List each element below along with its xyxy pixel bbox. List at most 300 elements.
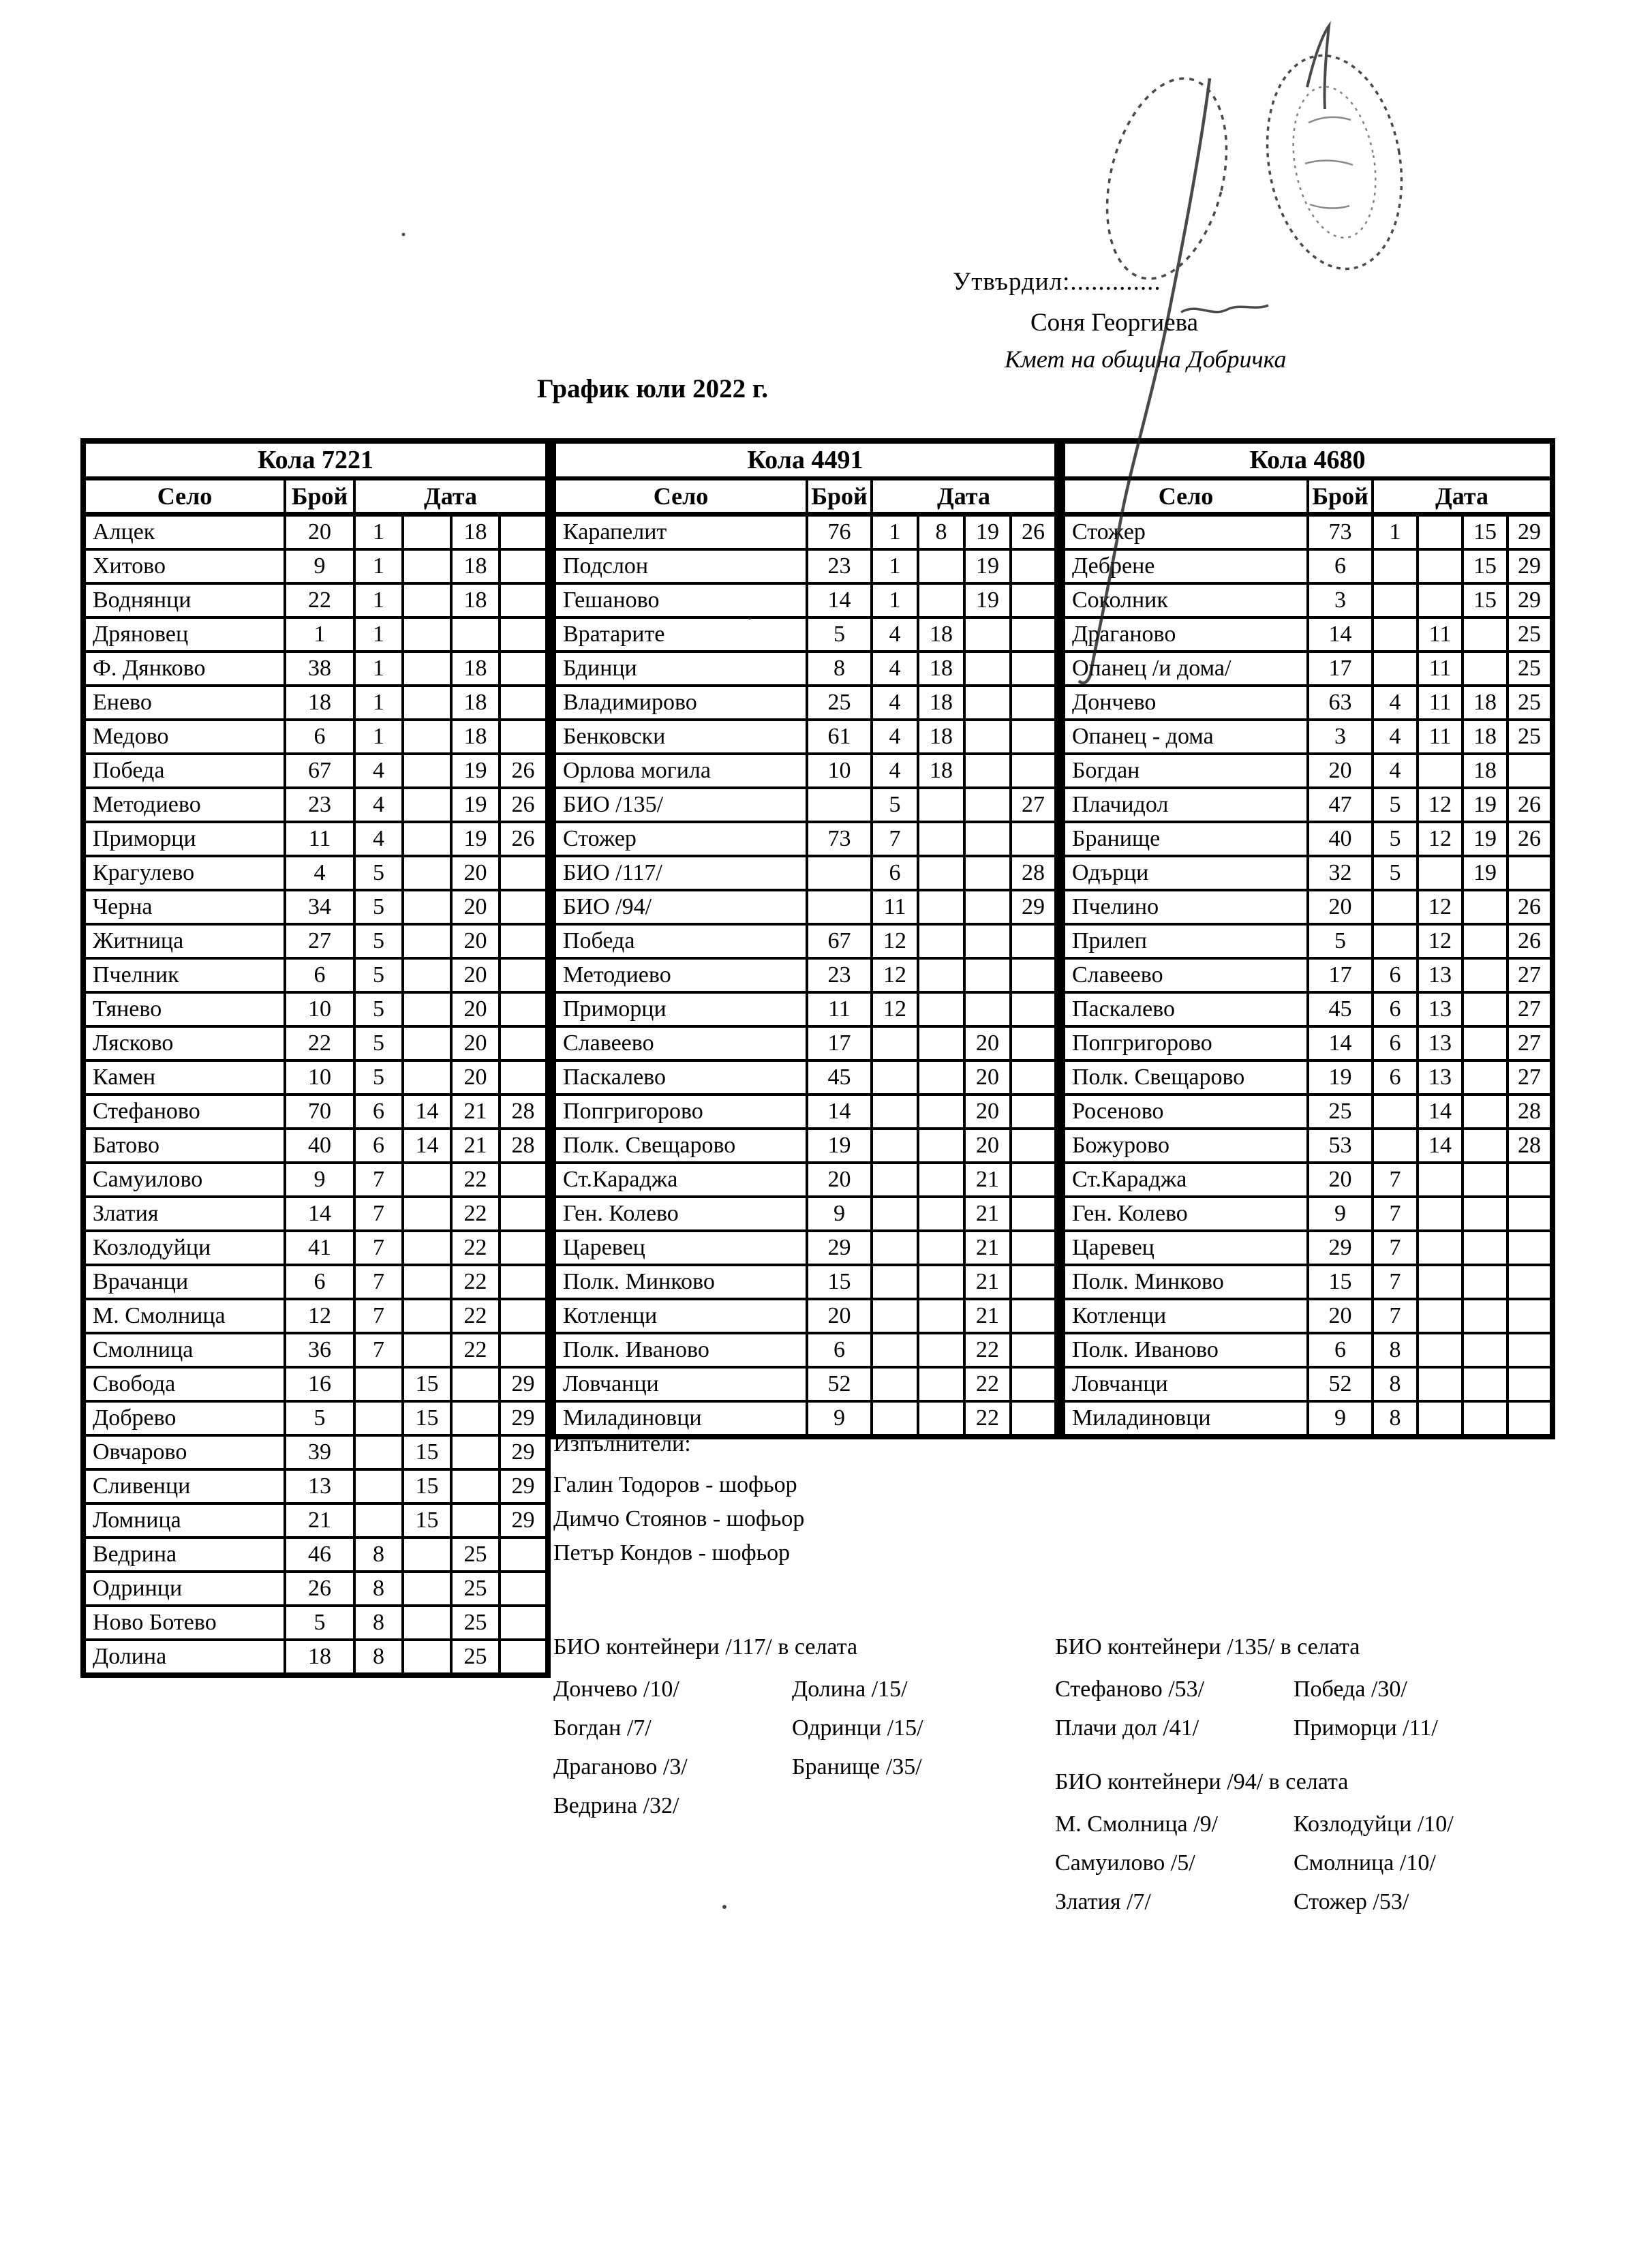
table-row	[553, 992, 1057, 1026]
date-cell: 18	[451, 515, 500, 550]
date-cell: 25	[1508, 686, 1552, 720]
table-row	[553, 686, 1057, 720]
date-cell: 18	[918, 720, 964, 754]
date-cell	[403, 549, 451, 583]
date-cell	[1463, 1401, 1508, 1437]
date-cell: 8	[354, 1640, 403, 1675]
date-cell	[1418, 549, 1463, 583]
date-cell	[403, 652, 451, 686]
date-cell	[1373, 1095, 1418, 1129]
village-cell: Победа	[83, 754, 285, 788]
count-cell: 46	[285, 1538, 354, 1572]
table-row	[83, 652, 548, 686]
village-cell: Карапелит	[553, 515, 807, 550]
date-cell: 1	[354, 617, 403, 652]
date-cell	[1418, 754, 1463, 788]
date-cell: 27	[1508, 992, 1552, 1026]
village-cell: Ген. Колево	[553, 1197, 807, 1231]
count-cell: 67	[285, 754, 354, 788]
date-cell: 11	[1418, 617, 1463, 652]
date-cell	[500, 890, 548, 924]
table-row	[1062, 1265, 1552, 1299]
executors-list	[553, 1468, 804, 1570]
date-cell	[451, 1435, 500, 1469]
date-cell	[1373, 583, 1418, 617]
table-row	[1062, 686, 1552, 720]
date-cell	[964, 652, 1011, 686]
bio-containers-117-block	[553, 1634, 923, 1825]
table-row	[1062, 822, 1552, 856]
count-cell: 11	[285, 822, 354, 856]
table-row	[1062, 1026, 1552, 1060]
date-cell	[403, 1231, 451, 1265]
village-cell: БИО /94/	[553, 890, 807, 924]
count-cell: 1	[285, 617, 354, 652]
count-cell: 21	[285, 1503, 354, 1538]
date-cell	[1463, 1163, 1508, 1197]
table-row	[553, 1265, 1057, 1299]
village-cell: Черна	[83, 890, 285, 924]
date-cell: 18	[451, 583, 500, 617]
date-cell	[500, 686, 548, 720]
count-cell: 23	[285, 788, 354, 822]
date-cell: 7	[1373, 1231, 1418, 1265]
date-cell	[403, 1640, 451, 1675]
date-cell: 13	[1418, 1026, 1463, 1060]
date-cell	[872, 1265, 918, 1299]
date-cell: 26	[1508, 788, 1552, 822]
count-cell: 20	[285, 515, 354, 550]
bio-list-left	[553, 1670, 792, 1825]
round-stamp-right-icon	[1251, 45, 1418, 280]
table-row	[1062, 1367, 1552, 1401]
date-cell: 1	[872, 583, 918, 617]
date-cell: 18	[918, 652, 964, 686]
count-cell: 41	[285, 1231, 354, 1265]
count-cell: 3	[1308, 583, 1373, 617]
village-cell: Методиево	[83, 788, 285, 822]
date-cell	[403, 1163, 451, 1197]
date-cell: 18	[1463, 686, 1508, 720]
date-cell: 12	[1418, 788, 1463, 822]
date-cell	[500, 1333, 548, 1367]
date-cell: 19	[451, 788, 500, 822]
date-cell: 18	[918, 617, 964, 652]
date-cell	[1463, 652, 1508, 686]
date-cell	[403, 1060, 451, 1095]
table-row	[1062, 583, 1552, 617]
date-cell: 4	[872, 754, 918, 788]
date-cell	[500, 1163, 548, 1197]
count-cell: 9	[807, 1197, 872, 1231]
date-cell: 11	[1418, 686, 1463, 720]
bio-village-line: Одринци /15/	[792, 1715, 923, 1741]
date-cell	[403, 515, 451, 550]
date-cell: 22	[451, 1163, 500, 1197]
date-cell	[403, 1572, 451, 1606]
date-cell: 12	[1418, 924, 1463, 958]
table-row	[553, 617, 1057, 652]
date-cell	[1508, 856, 1552, 890]
date-cell: 22	[964, 1333, 1011, 1367]
date-cell	[1418, 1333, 1463, 1367]
village-cell: Полк. Иваново	[553, 1333, 807, 1367]
date-cell: 7	[354, 1299, 403, 1333]
village-cell: Росеново	[1062, 1095, 1308, 1129]
date-column-header: Дата	[872, 478, 1057, 515]
table-row	[1062, 549, 1552, 583]
count-cell: 9	[285, 1163, 354, 1197]
date-cell: 21	[964, 1265, 1011, 1299]
car-number-heading: Кола 7221	[83, 441, 548, 478]
date-cell: 26	[1011, 515, 1057, 550]
table-row	[83, 890, 548, 924]
table-row	[83, 1572, 548, 1606]
date-cell	[1508, 1367, 1552, 1401]
date-cell: 20	[964, 1060, 1011, 1095]
date-cell: 29	[500, 1367, 548, 1401]
count-cell: 6	[1308, 1333, 1373, 1367]
count-cell: 10	[807, 754, 872, 788]
date-cell	[1011, 1026, 1057, 1060]
date-cell: 1	[1373, 515, 1418, 550]
date-cell: 21	[964, 1197, 1011, 1231]
date-cell: 4	[872, 720, 918, 754]
date-cell: 20	[451, 890, 500, 924]
date-cell: 7	[1373, 1265, 1418, 1299]
count-cell: 23	[807, 958, 872, 992]
village-cell: Бенковски	[553, 720, 807, 754]
date-column-header: Дата	[1373, 478, 1552, 515]
date-cell: 18	[451, 686, 500, 720]
date-cell	[403, 686, 451, 720]
date-cell	[1011, 1095, 1057, 1129]
date-cell	[1373, 1129, 1418, 1163]
table-row	[83, 754, 548, 788]
date-cell	[1011, 1231, 1057, 1265]
date-cell: 22	[451, 1333, 500, 1367]
date-cell	[1463, 1367, 1508, 1401]
bio-village-line: Козлодуйци /10/	[1294, 1812, 1454, 1837]
bio-village-line: Златия /7/	[1055, 1889, 1151, 1914]
count-cell: 52	[1308, 1367, 1373, 1401]
date-cell	[354, 1435, 403, 1469]
date-cell	[918, 924, 964, 958]
date-cell: 15	[403, 1367, 451, 1401]
date-cell	[964, 754, 1011, 788]
village-cell: Овчарово	[83, 1435, 285, 1469]
date-cell	[354, 1503, 403, 1538]
count-cell: 11	[807, 992, 872, 1026]
table-row	[553, 1197, 1057, 1231]
date-cell: 29	[500, 1435, 548, 1469]
date-cell: 4	[1373, 720, 1418, 754]
date-cell: 5	[354, 924, 403, 958]
date-cell: 26	[500, 822, 548, 856]
date-cell	[403, 788, 451, 822]
date-cell	[1011, 1333, 1057, 1367]
table-row	[83, 549, 548, 583]
village-cell: Славеево	[1062, 958, 1308, 992]
village-cell: БИО /117/	[553, 856, 807, 890]
date-cell	[964, 822, 1011, 856]
date-cell: 27	[1011, 788, 1057, 822]
date-cell: 8	[354, 1606, 403, 1640]
bio-village-line: Бранище /35/	[792, 1754, 922, 1779]
village-cell: Свобода	[83, 1367, 285, 1401]
date-cell	[918, 856, 964, 890]
date-cell: 4	[872, 686, 918, 720]
bio-village-line: Драганово /3/	[553, 1754, 688, 1779]
bio-village-line: Дончево /10/	[553, 1677, 679, 1702]
date-cell: 22	[964, 1401, 1011, 1437]
village-cell: Ст.Караджа	[553, 1163, 807, 1197]
village-cell: Ст.Караджа	[1062, 1163, 1308, 1197]
executor-line: Галин Тодоров - шофьор	[553, 1472, 797, 1497]
village-cell: Ломница	[83, 1503, 285, 1538]
date-cell: 20	[451, 1026, 500, 1060]
count-cell: 40	[285, 1129, 354, 1163]
date-cell: 19	[1463, 788, 1508, 822]
date-cell: 5	[354, 992, 403, 1026]
village-cell: Котленци	[1062, 1299, 1308, 1333]
date-cell: 15	[1463, 515, 1508, 550]
date-cell: 7	[872, 822, 918, 856]
village-cell: Ловчанци	[553, 1367, 807, 1401]
date-cell: 28	[500, 1129, 548, 1163]
date-cell: 4	[354, 788, 403, 822]
date-cell: 20	[451, 958, 500, 992]
village-cell: Енево	[83, 686, 285, 720]
date-cell	[403, 1197, 451, 1231]
signature-flourish-icon	[1307, 26, 1329, 109]
count-cell: 4	[285, 856, 354, 890]
round-stamp-left-icon	[1088, 66, 1246, 292]
date-cell	[403, 754, 451, 788]
count-cell: 9	[285, 549, 354, 583]
village-cell: Полк. Минково	[1062, 1265, 1308, 1299]
date-cell	[872, 1231, 918, 1265]
village-cell: Попгригорово	[1062, 1026, 1308, 1060]
count-cell: 39	[285, 1435, 354, 1469]
date-cell	[964, 856, 1011, 890]
table-row	[1062, 992, 1552, 1026]
table-row	[83, 720, 548, 754]
village-cell: М. Смолница	[83, 1299, 285, 1333]
count-cell: 14	[1308, 617, 1373, 652]
date-cell: 14	[1418, 1129, 1463, 1163]
date-cell	[403, 924, 451, 958]
date-cell: 7	[354, 1197, 403, 1231]
date-cell: 1	[354, 583, 403, 617]
table-row	[83, 1265, 548, 1299]
village-cell: Божурово	[1062, 1129, 1308, 1163]
village-cell: Стефаново	[83, 1095, 285, 1129]
date-cell: 28	[1508, 1129, 1552, 1163]
date-cell: 1	[354, 686, 403, 720]
date-cell	[1418, 1367, 1463, 1401]
date-cell: 7	[354, 1333, 403, 1367]
date-cell	[354, 1367, 403, 1401]
village-cell: Владимирово	[553, 686, 807, 720]
column-header-row	[553, 478, 1057, 515]
table-row	[1062, 515, 1552, 550]
date-cell	[1418, 1197, 1463, 1231]
date-cell	[500, 992, 548, 1026]
date-cell: 4	[354, 822, 403, 856]
date-cell: 7	[354, 1231, 403, 1265]
date-cell	[500, 856, 548, 890]
date-cell	[1418, 515, 1463, 550]
date-cell	[500, 924, 548, 958]
date-cell	[451, 1367, 500, 1401]
date-cell: 25	[451, 1606, 500, 1640]
table-row	[1062, 1333, 1552, 1367]
table-row	[83, 1367, 548, 1401]
table-row	[83, 1333, 548, 1367]
bio-heading: БИО контейнери /117/ в селата	[553, 1634, 858, 1660]
village-cell: Бранище	[1062, 822, 1308, 856]
date-cell: 11	[1418, 652, 1463, 686]
date-cell	[872, 1333, 918, 1367]
count-cell: 26	[285, 1572, 354, 1606]
date-cell	[964, 720, 1011, 754]
date-cell	[1463, 1197, 1508, 1231]
date-cell	[1011, 822, 1057, 856]
village-cell: Полк. Минково	[553, 1265, 807, 1299]
village-cell: Камен	[83, 1060, 285, 1095]
table-row	[1062, 720, 1552, 754]
date-cell	[1011, 1197, 1057, 1231]
date-cell	[1463, 1299, 1508, 1333]
count-cell: 9	[807, 1401, 872, 1437]
date-cell	[872, 1095, 918, 1129]
village-cell: Полк. Свещарово	[1062, 1060, 1308, 1095]
date-cell: 14	[403, 1129, 451, 1163]
date-cell	[1508, 754, 1552, 788]
village-cell: Вратарите	[553, 617, 807, 652]
date-cell	[1418, 583, 1463, 617]
date-cell: 5	[354, 1026, 403, 1060]
date-cell: 1	[354, 549, 403, 583]
table-row	[1062, 754, 1552, 788]
village-cell: Паскалево	[1062, 992, 1308, 1026]
car-header-row	[553, 441, 1057, 478]
date-cell	[1011, 958, 1057, 992]
date-cell: 19	[1463, 822, 1508, 856]
date-cell: 13	[1418, 992, 1463, 1026]
date-cell	[918, 1060, 964, 1095]
date-cell: 15	[403, 1503, 451, 1538]
count-column-header: Брой	[285, 478, 354, 515]
bio-containers-135-block	[1055, 1634, 1438, 1747]
table-row	[83, 1606, 548, 1640]
date-cell: 18	[918, 686, 964, 720]
table-row	[83, 924, 548, 958]
date-cell	[872, 1367, 918, 1401]
table-row	[83, 1299, 548, 1333]
date-cell: 1	[354, 652, 403, 686]
date-cell	[500, 958, 548, 992]
date-cell	[500, 549, 548, 583]
date-cell: 18	[451, 652, 500, 686]
date-cell	[403, 1265, 451, 1299]
date-cell	[1508, 1333, 1552, 1367]
table-row	[83, 1435, 548, 1469]
date-cell	[964, 788, 1011, 822]
date-cell	[918, 1163, 964, 1197]
table-row	[1062, 788, 1552, 822]
village-cell: Одърци	[1062, 856, 1308, 890]
date-cell	[403, 1333, 451, 1367]
table-row	[83, 1231, 548, 1265]
village-cell: Ведрина	[83, 1538, 285, 1572]
date-cell: 27	[1508, 958, 1552, 992]
date-cell: 13	[1418, 1060, 1463, 1095]
count-column-header: Брой	[1308, 478, 1373, 515]
date-cell: 21	[964, 1299, 1011, 1333]
date-cell	[403, 617, 451, 652]
count-cell	[807, 788, 872, 822]
date-cell	[872, 1299, 918, 1333]
date-cell: 19	[964, 515, 1011, 550]
village-cell: Стожер	[553, 822, 807, 856]
count-cell: 53	[1308, 1129, 1373, 1163]
date-cell: 26	[1508, 822, 1552, 856]
village-cell: Одринци	[83, 1572, 285, 1606]
date-cell: 15	[403, 1435, 451, 1469]
village-cell: Подслон	[553, 549, 807, 583]
date-cell	[1508, 1265, 1552, 1299]
count-cell: 6	[285, 958, 354, 992]
bio-village-line: Ведрина /32/	[553, 1793, 679, 1818]
count-cell: 3	[1308, 720, 1373, 754]
date-cell: 4	[354, 754, 403, 788]
count-column-header: Брой	[807, 478, 872, 515]
count-cell: 8	[807, 652, 872, 686]
table-row	[553, 924, 1057, 958]
date-cell: 26	[1508, 924, 1552, 958]
table-row	[83, 617, 548, 652]
date-cell: 14	[403, 1095, 451, 1129]
date-cell	[918, 1299, 964, 1333]
table-row	[83, 1538, 548, 1572]
date-cell: 8	[354, 1538, 403, 1572]
table-row	[553, 583, 1057, 617]
date-cell	[500, 1231, 548, 1265]
bio-list-right	[1294, 1805, 1454, 1921]
date-cell	[403, 1299, 451, 1333]
date-cell	[1508, 1401, 1552, 1437]
bio-heading: БИО контейнери /135/ в селата	[1055, 1634, 1360, 1660]
date-cell: 19	[451, 754, 500, 788]
count-cell: 15	[1308, 1265, 1373, 1299]
village-cell: Победа	[553, 924, 807, 958]
bio-list-right	[1294, 1670, 1438, 1747]
date-cell	[451, 1503, 500, 1538]
date-cell: 18	[1463, 754, 1508, 788]
count-cell: 14	[807, 1095, 872, 1129]
village-cell: Дончево	[1062, 686, 1308, 720]
table-row	[1062, 1060, 1552, 1095]
count-cell: 5	[807, 617, 872, 652]
bio-village-line: Стефаново /53/	[1055, 1677, 1205, 1702]
count-cell: 45	[1308, 992, 1373, 1026]
count-cell	[807, 856, 872, 890]
date-cell	[1418, 1231, 1463, 1265]
date-cell: 28	[500, 1095, 548, 1129]
date-cell	[1011, 617, 1057, 652]
